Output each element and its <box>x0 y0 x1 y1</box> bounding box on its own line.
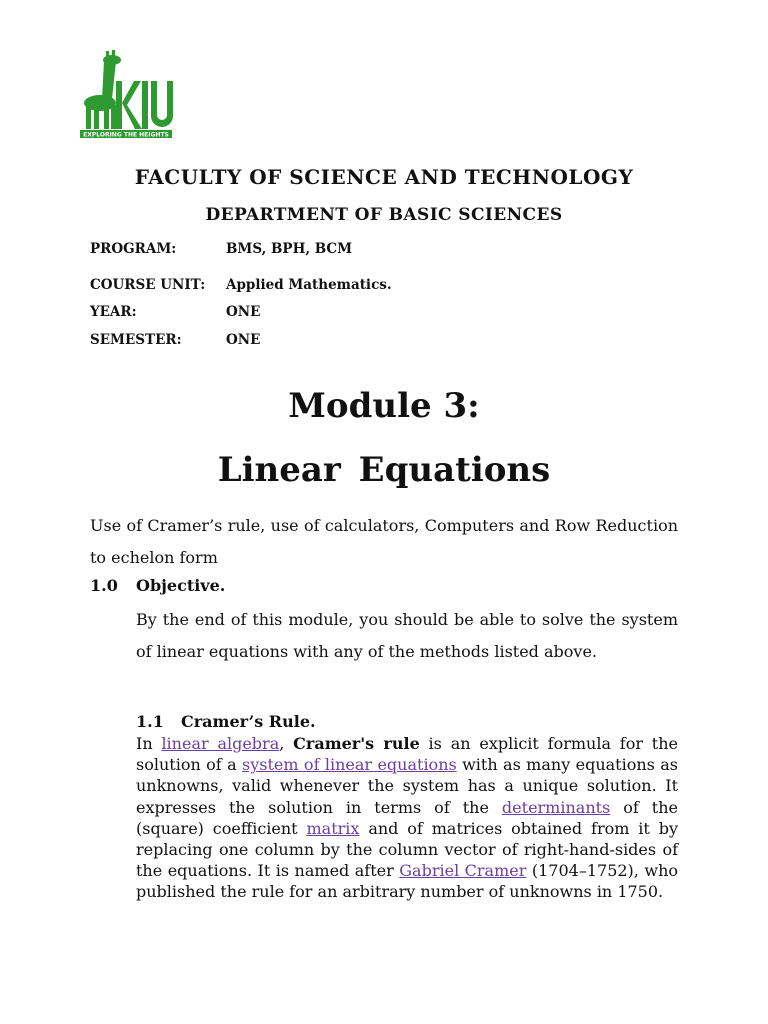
info-course-unit <box>90 277 392 293</box>
para-text: , <box>279 734 294 753</box>
logo-tagline: EXPLORING THE HEIGHTS <box>83 131 169 139</box>
objective-heading-text: Objective. <box>136 576 226 595</box>
module-title: Module 3: <box>288 386 480 426</box>
department-title: DEPARTMENT OF BASIC SCIENCES <box>205 205 563 225</box>
info-value: Applied Mathematics. <box>226 277 392 293</box>
info-label: COURSE UNIT: <box>90 277 206 293</box>
info-label: YEAR: <box>90 304 137 320</box>
intro-text: Use of Cramer’s rule, use of calculators, Computers and Row Reduction to echelon form <box>90 516 678 567</box>
info-label: PROGRAM: <box>90 241 177 257</box>
para-text: is an explicit formula for the solution of a <box>136 734 679 775</box>
info-value: ONE <box>226 304 261 320</box>
info-year <box>90 304 260 320</box>
info-value: ONE <box>226 332 261 348</box>
objective-heading <box>90 576 225 595</box>
para-bold-term: Cramer's rule <box>293 734 420 753</box>
link-determinants[interactable]: determinants <box>501 797 611 817</box>
faculty-title: FACULTY OF SCIENCE AND TECHNOLOGY <box>134 165 634 189</box>
para-text: (1704–1752), who published the rule for an arbitrary number of unknowns in 1750. <box>136 861 679 902</box>
kiu-logo <box>78 47 174 139</box>
para-text: In <box>136 734 162 753</box>
section-number: 1.1 <box>136 712 164 731</box>
info-value: BMS, BPH, BCM <box>226 241 353 257</box>
link-linear-algebra[interactable]: linear algebra <box>161 734 280 753</box>
objective-body: By the end of this module, you should be able to solve the system of linear equations with any of the methods listed above. <box>136 610 678 661</box>
para-text: and of matrices obtained from it by replacing one column by the column vector of right-hand-sides of the equations. It is named after <box>136 818 678 881</box>
info-program <box>90 241 352 257</box>
info-label: SEMESTER: <box>90 332 182 348</box>
objective-number: 1.0 <box>90 576 118 595</box>
link-matrix[interactable]: matrix <box>306 818 360 838</box>
link-system-of-linear-equations[interactable]: system of linear equations <box>242 755 457 775</box>
module-subtitle: Linear Equations <box>217 450 551 490</box>
section-heading-text: Cramer’s Rule. <box>181 712 316 731</box>
info-semester <box>90 332 260 348</box>
link-gabriel-cramer[interactable]: Gabriel Cramer <box>399 861 527 881</box>
para-text: with as many equations as unknowns, valid whenever the system has a unique solution. It expresses the solution in terms of the <box>136 755 679 817</box>
cramer-paragraph <box>136 733 678 903</box>
para-text: of the (square) coefficient <box>136 797 678 838</box>
section-heading <box>136 712 316 731</box>
